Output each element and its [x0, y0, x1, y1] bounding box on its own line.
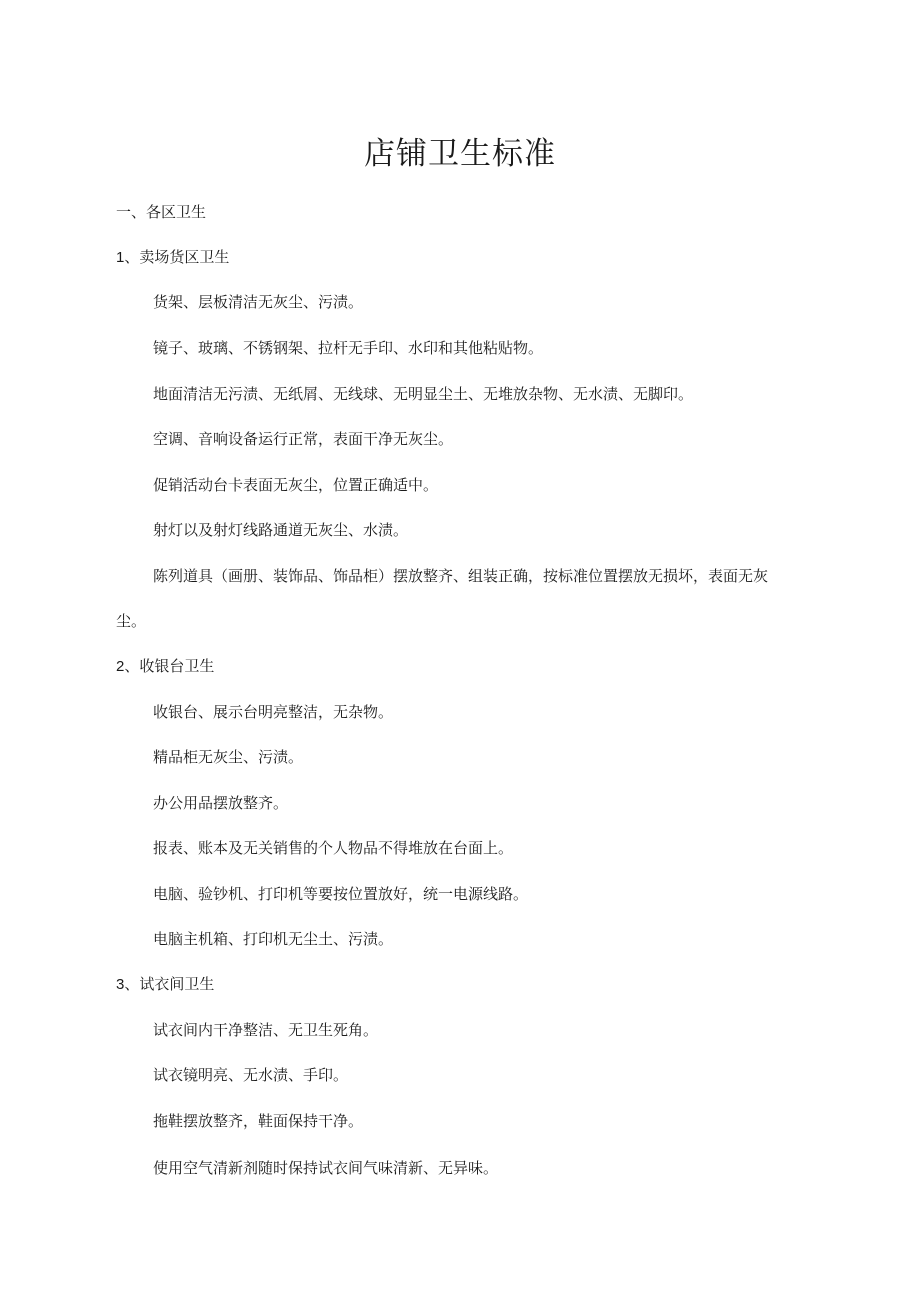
subsection-heading-1: [116, 247, 229, 268]
list-item: 试衣镜明亮、无水渍、手印。: [153, 1066, 349, 1084]
list-item: 办公用品摆放整齐。: [153, 794, 289, 812]
list-item: 镜子、玻璃、不锈钢架、拉杆无手印、水印和其他粘贴物。: [153, 339, 544, 357]
document-title: 店铺卫生标准: [364, 136, 556, 172]
list-item: 使用空气清新剂随时保持试衣间气味清新、无异味。: [153, 1159, 499, 1177]
subsection-heading-2: [116, 656, 214, 677]
list-item: 拖鞋摆放整齐，鞋面保持干净。: [153, 1112, 364, 1130]
list-item: 地面清洁无污渍、无纸屑、无线球、无明显尘土、无堆放杂物、无水渍、无脚印。: [153, 385, 694, 403]
subsection-heading-3: [116, 974, 214, 995]
list-item: 货架、层板清洁无灰尘、污渍。: [153, 293, 364, 311]
subsection-number: 2: [116, 658, 125, 675]
list-item: 收银台、展示台明亮整洁，无杂物。: [153, 703, 394, 721]
subsection-title: 、试衣间卫生: [124, 975, 215, 993]
list-item-continuation: 尘。: [116, 612, 147, 630]
list-item: 试衣间内干净整洁、无卫生死角。: [153, 1021, 379, 1039]
list-item: 陈列道具（画册、装饰品、饰品柜）摆放整齐、组装正确，按标准位置摆放无损坏，表面无灰: [153, 567, 769, 585]
section-heading: 一、各区卫生: [116, 203, 207, 221]
subsection-number: 1: [116, 249, 125, 266]
subsection-number: 3: [116, 976, 125, 993]
subsection-title: 、收银台卫生: [124, 657, 215, 675]
list-item: 空调、音响设备运行正常，表面干净无灰尘。: [153, 430, 454, 448]
list-item: 报表、账本及无关销售的个人物品不得堆放在台面上。: [153, 839, 514, 857]
list-item: 射灯以及射灯线路通道无灰尘、水渍。: [153, 521, 409, 539]
subsection-title: 、卖场货区卫生: [124, 248, 230, 266]
list-item: 电脑、验钞机、打印机等要按位置放好，统一电源线路。: [153, 885, 529, 903]
list-item: 精品柜无灰尘、污渍。: [153, 748, 304, 766]
list-item: 电脑主机箱、打印机无尘土、污渍。: [153, 930, 394, 948]
list-item: 促销活动台卡表面无灰尘，位置正确适中。: [153, 476, 439, 494]
